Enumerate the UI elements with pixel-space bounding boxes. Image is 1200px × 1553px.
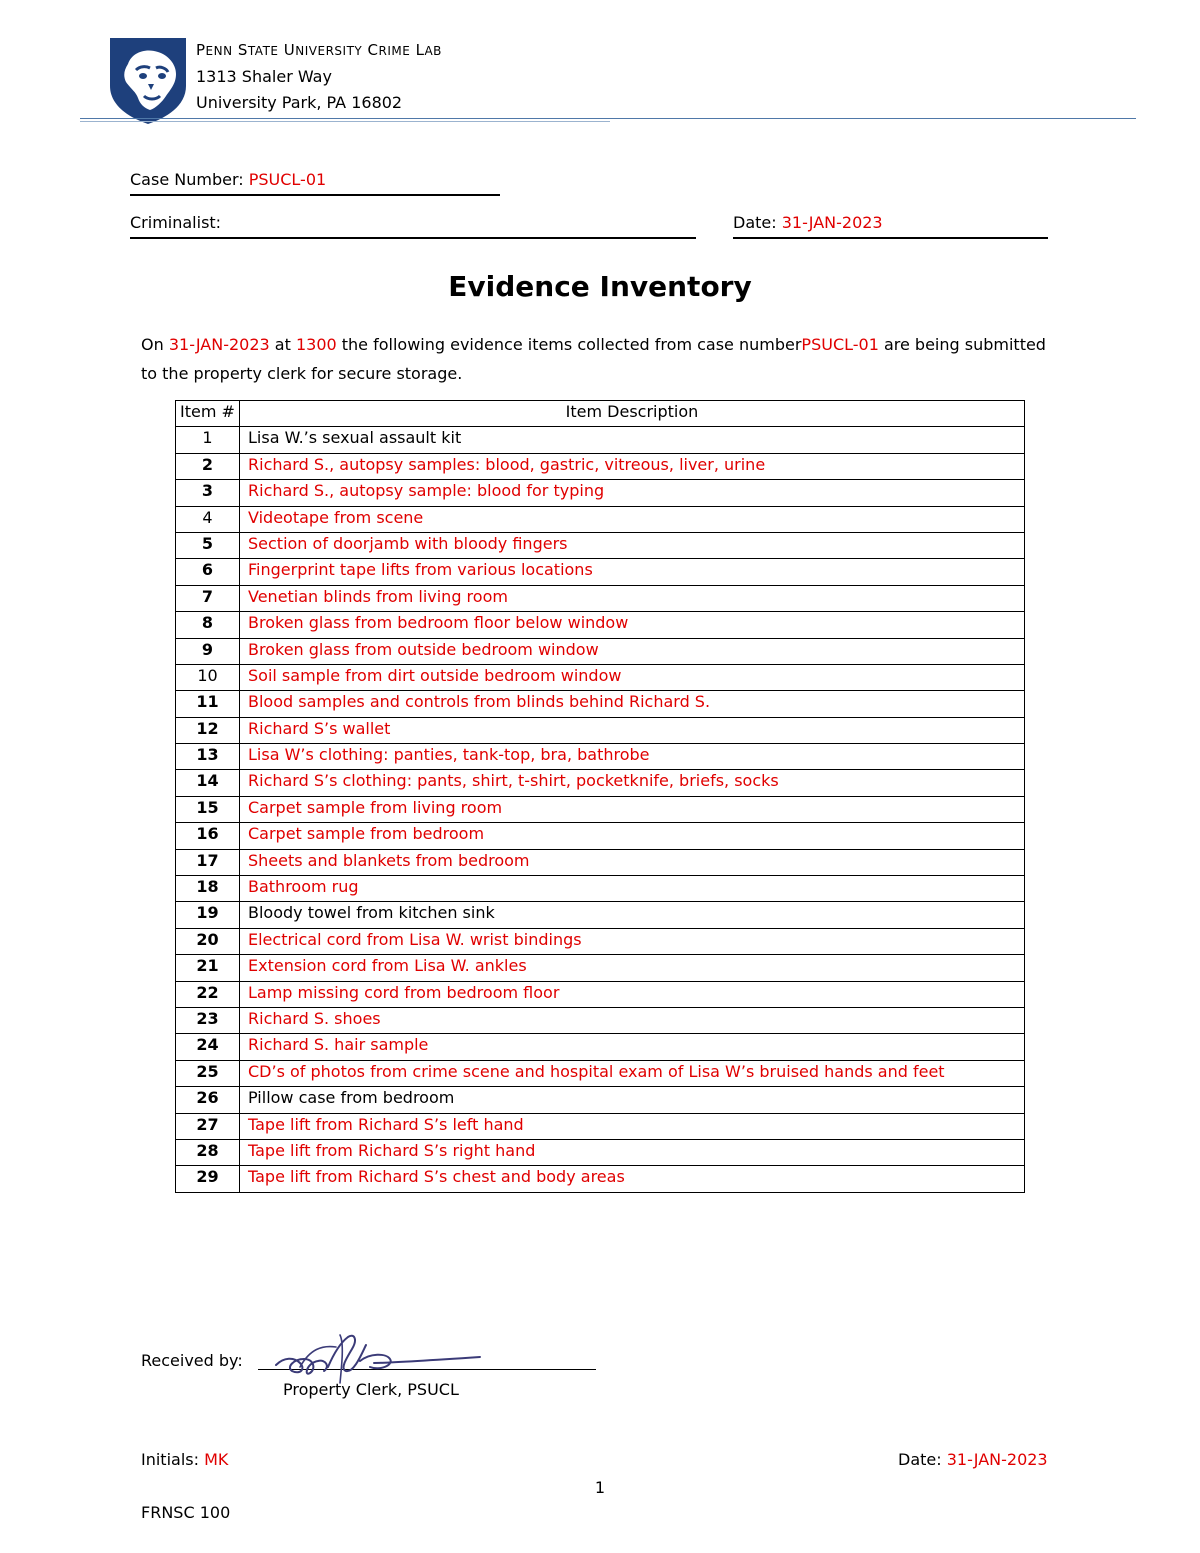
table-row xyxy=(176,1034,1025,1060)
item-number: 9 xyxy=(176,638,240,664)
lab-address-line2: University Park, PA 16802 xyxy=(196,93,403,112)
item-number: 26 xyxy=(176,1087,240,1113)
item-number: 18 xyxy=(176,876,240,902)
table-row xyxy=(176,585,1025,611)
item-number: 29 xyxy=(176,1166,240,1192)
lab-name: PENN STATE UNIVERSITY CRIME LAB xyxy=(196,41,442,59)
date-field xyxy=(733,213,1048,239)
item-description: Tape lift from Richard S’s chest and body areas xyxy=(240,1166,1025,1192)
lab-address-line1: 1313 Shaler Way xyxy=(196,67,332,86)
table-row xyxy=(176,453,1025,479)
table-row xyxy=(176,955,1025,981)
table-row xyxy=(176,1166,1025,1192)
table-row xyxy=(176,1113,1025,1139)
table-row xyxy=(176,559,1025,585)
item-description: Fingerprint tape lifts from various locations xyxy=(240,559,1025,585)
item-number: 8 xyxy=(176,612,240,638)
item-number: 1 xyxy=(176,427,240,453)
item-number: 17 xyxy=(176,849,240,875)
page-title: Evidence Inventory xyxy=(448,270,752,303)
header-item-description: Item Description xyxy=(240,401,1025,427)
initials-field xyxy=(141,1450,228,1469)
item-description: Blood samples and controls from blinds behind Richard S. xyxy=(240,691,1025,717)
evidence-table xyxy=(175,400,1025,1193)
intro-paragraph: On 31-JAN-2023 at 1300 the following evidence items collected from case numberPSUCL-01 are being submitted to the property clerk for secure storage. xyxy=(141,335,1046,383)
initials-label: Initials: xyxy=(141,1450,199,1469)
page-number: 1 xyxy=(594,1478,606,1497)
item-description: Carpet sample from living room xyxy=(240,796,1025,822)
table-row xyxy=(176,427,1025,453)
item-number: 6 xyxy=(176,559,240,585)
item-number: 5 xyxy=(176,532,240,558)
item-number: 20 xyxy=(176,928,240,954)
case-number-value: PSUCL-01 xyxy=(248,170,327,189)
item-number: 15 xyxy=(176,796,240,822)
penn-state-logo-icon xyxy=(106,34,190,126)
table-row xyxy=(176,691,1025,717)
header-divider xyxy=(80,118,1136,119)
table-row xyxy=(176,1139,1025,1165)
item-number: 4 xyxy=(176,506,240,532)
item-number: 22 xyxy=(176,981,240,1007)
item-number: 16 xyxy=(176,823,240,849)
clerk-title: Property Clerk, PSUCL xyxy=(283,1380,459,1399)
item-number: 7 xyxy=(176,585,240,611)
initials-value: MK xyxy=(204,1450,229,1469)
item-number: 28 xyxy=(176,1139,240,1165)
item-description: Tape lift from Richard S’s left hand xyxy=(240,1113,1025,1139)
item-number: 23 xyxy=(176,1007,240,1033)
criminalist-label: Criminalist: xyxy=(130,213,222,232)
table-row xyxy=(176,1087,1025,1113)
item-description: Carpet sample from bedroom xyxy=(240,823,1025,849)
item-number: 21 xyxy=(176,955,240,981)
table-row xyxy=(176,506,1025,532)
item-description: Section of doorjamb with bloody fingers xyxy=(240,532,1025,558)
table-row xyxy=(176,744,1025,770)
table-row xyxy=(176,849,1025,875)
criminalist-field xyxy=(130,213,696,239)
date-label: Date: xyxy=(733,213,777,232)
item-number: 25 xyxy=(176,1060,240,1086)
item-description: Videotape from scene xyxy=(240,506,1025,532)
table-row xyxy=(176,532,1025,558)
item-number: 13 xyxy=(176,744,240,770)
course-code: FRNSC 100 xyxy=(141,1503,231,1522)
item-number: 14 xyxy=(176,770,240,796)
item-description: Bathroom rug xyxy=(240,876,1025,902)
intro-date: 31-JAN-2023 xyxy=(168,335,270,354)
table-row xyxy=(176,1007,1025,1033)
table-row xyxy=(176,770,1025,796)
table-row xyxy=(176,823,1025,849)
item-description: Broken glass from bedroom floor below window xyxy=(240,612,1025,638)
table-row xyxy=(176,981,1025,1007)
item-number: 27 xyxy=(176,1113,240,1139)
item-description: Venetian blinds from living room xyxy=(240,585,1025,611)
item-description: Pillow case from bedroom xyxy=(240,1087,1025,1113)
table-row xyxy=(176,664,1025,690)
item-description: Richard S’s wallet xyxy=(240,717,1025,743)
item-number: 12 xyxy=(176,717,240,743)
item-description: Bloody towel from kitchen sink xyxy=(240,902,1025,928)
table-row xyxy=(176,612,1025,638)
intro-case: PSUCL-01 xyxy=(801,335,879,354)
item-description: Extension cord from Lisa W. ankles xyxy=(240,955,1025,981)
date-value: 31-JAN-2023 xyxy=(781,213,883,232)
table-row xyxy=(176,638,1025,664)
item-number: 11 xyxy=(176,691,240,717)
item-number: 3 xyxy=(176,480,240,506)
received-by-label: Received by: xyxy=(141,1351,243,1370)
item-description: Sheets and blankets from bedroom xyxy=(240,849,1025,875)
footer-date-value: 31-JAN-2023 xyxy=(946,1450,1048,1469)
item-number: 19 xyxy=(176,902,240,928)
item-number: 2 xyxy=(176,453,240,479)
item-description: Lamp missing cord from bedroom floor xyxy=(240,981,1025,1007)
table-row xyxy=(176,1060,1025,1086)
item-description: Broken glass from outside bedroom window xyxy=(240,638,1025,664)
table-row xyxy=(176,876,1025,902)
table-row xyxy=(176,717,1025,743)
table-header-row xyxy=(176,401,1025,427)
item-description: Richard S., autopsy sample: blood for typing xyxy=(240,480,1025,506)
item-description: Lisa W’s clothing: panties, tank-top, bra, bathrobe xyxy=(240,744,1025,770)
case-number-field xyxy=(130,170,500,196)
item-number: 24 xyxy=(176,1034,240,1060)
item-number: 10 xyxy=(176,664,240,690)
table-row xyxy=(176,902,1025,928)
item-description: Richard S. hair sample xyxy=(240,1034,1025,1060)
header-item-number: Item # xyxy=(176,401,240,427)
item-description: Soil sample from dirt outside bedroom window xyxy=(240,664,1025,690)
item-description: Richard S. shoes xyxy=(240,1007,1025,1033)
footer-date-field xyxy=(898,1450,1048,1469)
item-description: Electrical cord from Lisa W. wrist bindings xyxy=(240,928,1025,954)
header-divider-secondary xyxy=(80,121,610,122)
case-number-label: Case Number: xyxy=(130,170,244,189)
intro-time: 1300 xyxy=(295,335,337,354)
footer-date-label: Date: xyxy=(898,1450,942,1469)
table-row xyxy=(176,796,1025,822)
item-description: Richard S., autopsy samples: blood, gastric, vitreous, liver, urine xyxy=(240,453,1025,479)
item-description: Lisa W.’s sexual assault kit xyxy=(240,427,1025,453)
table-row xyxy=(176,480,1025,506)
item-description: Tape lift from Richard S’s right hand xyxy=(240,1139,1025,1165)
table-row xyxy=(176,928,1025,954)
item-description: Richard S’s clothing: pants, shirt, t-shirt, pocketknife, briefs, socks xyxy=(240,770,1025,796)
item-description: CD’s of photos from crime scene and hospital exam of Lisa W’s bruised hands and feet xyxy=(240,1060,1025,1086)
